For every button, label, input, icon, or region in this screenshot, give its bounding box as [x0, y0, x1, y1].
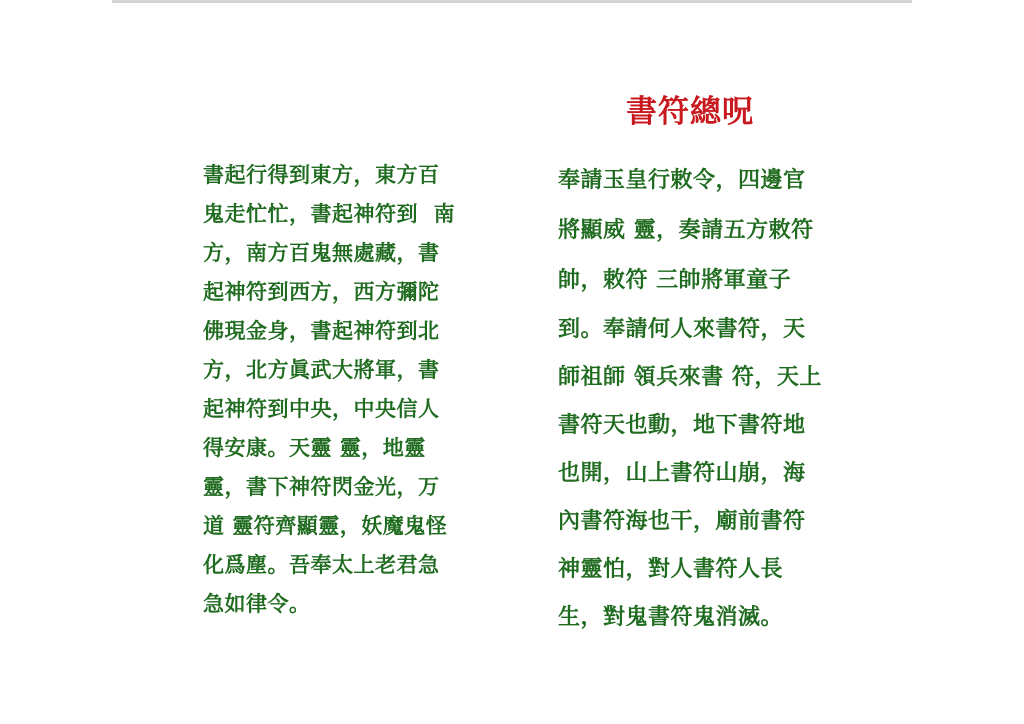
text-line: 也開，山上書符山崩，海: [558, 460, 806, 486]
text-line: 化爲塵。吾奉太上老君急: [203, 552, 440, 577]
text-line: 起神符到中央，中央信人: [203, 396, 440, 421]
text-line: 起神符到西方，西方彌陀: [203, 279, 440, 304]
text-line: 到。奉請何人來書符，天: [558, 316, 806, 342]
page-title: 書符總呪: [626, 94, 754, 130]
text-line: 佛現金身，書起神符到北: [203, 318, 440, 343]
text-line: 道 靈符齊顯靈，妖魔鬼怪: [203, 513, 448, 538]
text-line: 生，對鬼書符鬼消滅。: [558, 604, 784, 630]
text-line: 得安康。天靈 靈，地靈: [203, 435, 426, 460]
text-line: 書起行得到東方，東方百: [203, 162, 440, 187]
text-line: 書符天也動，地下書符地: [558, 412, 806, 438]
top-divider: [112, 0, 912, 3]
text-line: 奉請玉皇行敕令，四邊官: [558, 167, 806, 193]
left-text-column: [203, 155, 455, 623]
text-line: 師祖師 領兵來書 符，天上: [558, 364, 822, 390]
right-text-column: [558, 155, 822, 641]
text-line: 方，南方百鬼無處藏，書: [203, 240, 440, 265]
text-line: 神靈怕，對人書符人長: [558, 556, 784, 582]
text-line: 靈，書下神符閃金光，万: [203, 474, 440, 499]
text-line: 方，北方眞武大將軍，書: [203, 357, 440, 382]
text-line: 帥，敕符 三帥將軍童子: [558, 267, 792, 293]
text-line: 急如律令。: [203, 591, 311, 616]
text-line: 將顯威 靈，奏請五方敕符: [558, 217, 814, 243]
text-line: 鬼走忙忙，書起神符到 南: [203, 201, 456, 226]
text-line: 內書符海也干，廟前書符: [558, 508, 806, 534]
